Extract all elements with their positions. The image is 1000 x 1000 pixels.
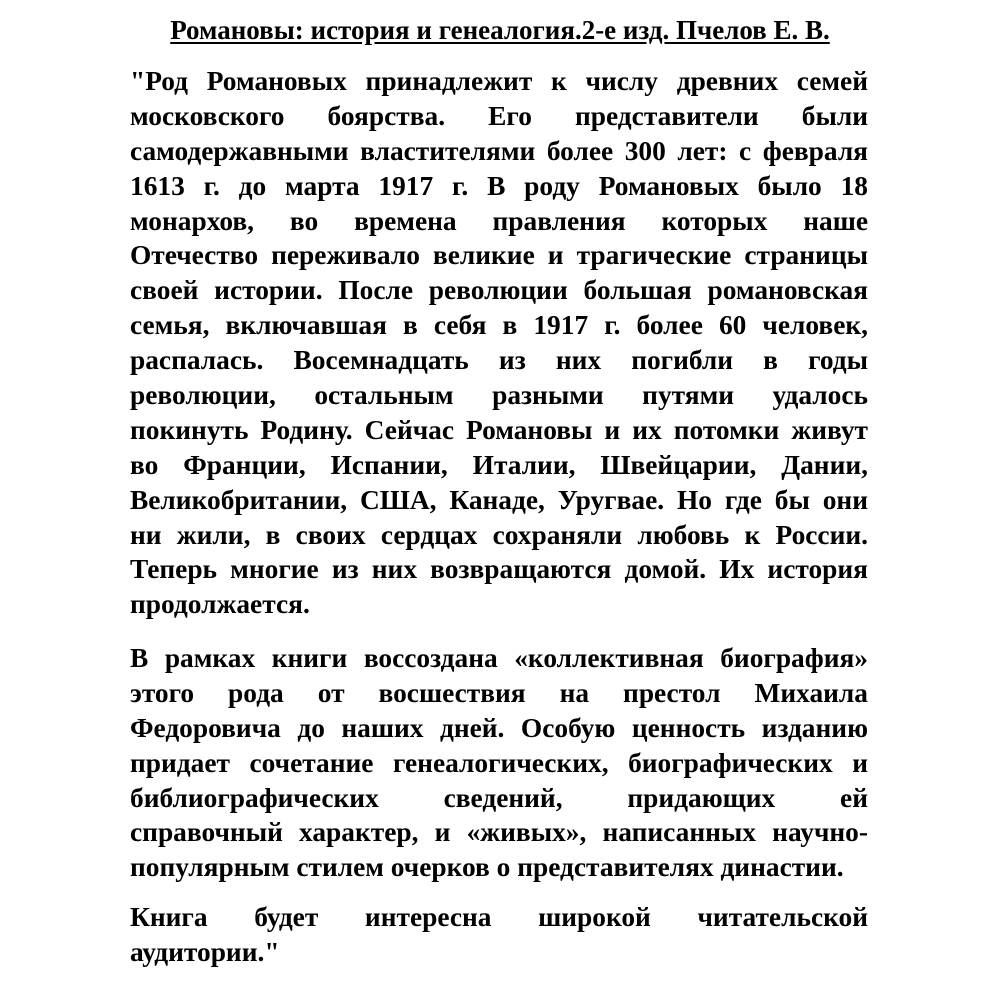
text-line: Отечество переживало великие и трагические страницы [130,240,868,271]
text-line: 1613 г. до марта 1917 г. В роду Романовых было 18 [130,170,868,201]
text-line: продолжается. [130,589,310,620]
text-line: популярным стилем очерков о представителях династии. [130,852,844,883]
text-line: Теперь многие из них возвращаются домой. Их история [130,554,868,585]
text-line: В рамках книги воссоздана «коллективная биография» [130,643,868,673]
text-line: Книга будет интересна широкой читательской [130,902,868,932]
text-line: этого рода от восшествия на престол Михаила [130,677,868,708]
text-line: Федоровича до наших дней. Особую ценность изданию [130,712,868,743]
text-line: распалась. Восемнадцать из них погибли в годы [130,345,868,376]
paragraph-book-contents [130,641,868,885]
text-line: справочный характер, и «живых», написанных научно- [130,817,868,848]
text-line: самодержавными властителями более 300 лет: с февраля [130,135,868,166]
text-line: ни жили, в своих сердцах сохраняли любовь к России. [130,519,868,550]
paragraph-audience [130,900,868,970]
text-line: во Франции, Испании, Италии, Швейцарии, Дании, [130,449,868,480]
text-line: "Род Романовых принадлежит к числу древних семей [130,66,868,96]
text-line: покинуть Родину. Сейчас Романовы и их потомки живут [130,414,868,445]
text-line: библиографических сведений, придающих ей [130,782,868,813]
text-line: придает сочетание генеалогических, биографических и [130,747,868,778]
text-line: монархов, во времена правления которых наше [130,205,868,236]
text-line: московского боярства. Его представители были [130,100,868,131]
text-line: семья, включавшая в себя в 1917 г. более 60 человек, [130,310,868,341]
paragraph-description [130,64,868,622]
text-line: Великобритании, США, Канаде, Уругвае. Но где бы они [130,484,868,515]
text-line: аудитории." [130,936,280,967]
text-line: своей истории. После революции большая романовская [130,275,868,306]
page-title: Романовы: история и генеалогия.2-е изд. Пчелов Е. В. [170,15,830,45]
text-line: революции, остальным разными путями удалось [130,380,868,411]
